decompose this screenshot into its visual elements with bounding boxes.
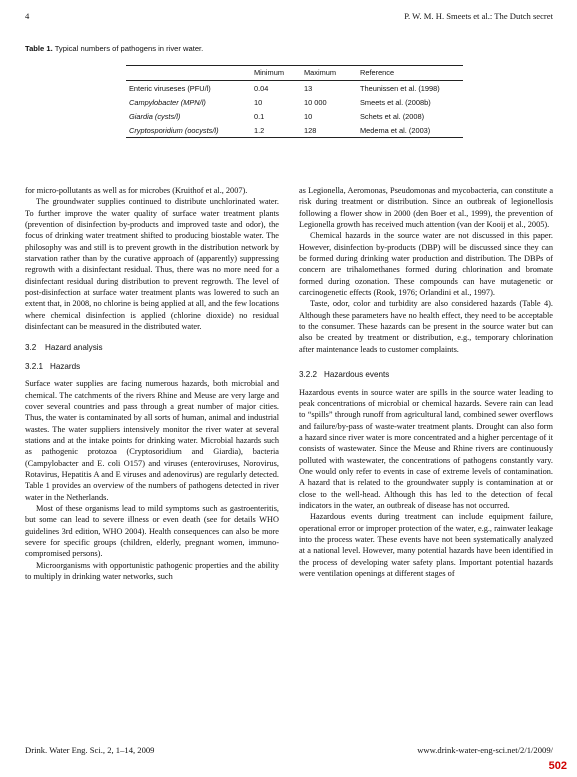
maximum-value: 10 000 bbox=[304, 97, 327, 107]
left-column bbox=[25, 185, 279, 582]
reference: Theunissen et al. (1998) bbox=[360, 83, 440, 93]
section-heading-3-2-1 bbox=[25, 361, 279, 372]
section-title: Hazard analysis bbox=[45, 343, 103, 353]
table-caption bbox=[25, 44, 203, 53]
table-label: Table 1. bbox=[25, 44, 53, 53]
running-title: P. W. M. H. Smeets et al.: The Dutch secret bbox=[404, 11, 553, 21]
section-title: Hazards bbox=[50, 361, 81, 371]
reference: Schets et al. (2008) bbox=[360, 111, 425, 121]
body-paragraph: for micro-pollutants as well as for microbes (Kruithof et al., 2007). bbox=[25, 186, 248, 195]
maximum-value: 10 bbox=[304, 111, 313, 121]
section-heading-3-2 bbox=[25, 342, 279, 353]
body-paragraph: Taste, odor, color and turbidity are also considered hazards (Table 4). Although these parameters have no health effect, they need to be acceptable to the consumer. These hazards can be present in the source water but can also be created by treatment or distribution, e.g., temporary chlorination after maintenance leads to customer complaints. bbox=[299, 299, 553, 354]
table-row bbox=[126, 81, 463, 96]
sheet-number: 502 bbox=[548, 760, 567, 772]
pathogen-name: Campylobacter (MPN/l) bbox=[129, 97, 206, 107]
table-header-empty bbox=[126, 66, 251, 81]
minimum-value: 0.1 bbox=[254, 111, 265, 121]
section-heading-3-2-2 bbox=[299, 369, 553, 380]
pathogen-name: Giardia (cysts/l) bbox=[129, 111, 181, 121]
body-paragraph: Microorganisms with opportunistic pathogenic properties and the ability to multiply in drinking water networks, such bbox=[25, 560, 279, 581]
body-paragraph: Hazardous events in source water are spills in the source water leading to peak concentrations of microbial or chemical hazards. Severe rain can lead to “spills” through runoff from agricultural land, combined sewer overflows and failure/by-pass of waste-water treatment plants. Drought can also form a hazard since river water is more concentrated and a higher percentage of it consists of wastewater. Since the Meuse and Rhine rivers are continuously polluted with wastewater, the concentrations of pathogens constantly vary. One would only refer to events in case of extreme levels of contamination. A hazard that is related to the groundwater supply is contamination at or close to the well-head. Although this has led to the detection of fecal indicators in the water, an outbreak of disease has not occurred. bbox=[299, 387, 553, 510]
table-row bbox=[126, 109, 463, 123]
body-paragraph: as Legionella, Aeromonas, Pseudomonas and mycobacteria, can constitute a risk during treatment or distribution. Since an outbreak of legionellosis following a flower show in 2000 (den Boer et al., 1999), the prevention of Legionella growth has received much attention (van der Kooij et al., 2005). bbox=[299, 186, 553, 230]
body-paragraph: Chemical hazards in the source water are not discussed in this paper. However, disinfection by-products (DBP) will be discussed since they can be formed during drinking water production and distribution. The DBPs of concern are trihalomethanes formed during chlorination and bromate formed during ozonation. These compounds can have mutagenetic or carcinogenetic effects (Rook, 1976; Orlandini et al., 1997). bbox=[299, 231, 553, 298]
body-paragraph: Hazardous events during treatment can include equipment failure, operational error or improper protection of the water, e.g., rainwater leakage into the process water. These events have not been systematically analyzed at a national level. However, many potential hazards have been identified in the process of developing water safety plans. Important potential hazards were ventilation openings at different stages of bbox=[299, 512, 553, 578]
table-row bbox=[126, 123, 463, 138]
minimum-value: 1.2 bbox=[254, 125, 265, 135]
page-number: 4 bbox=[25, 11, 30, 21]
pathogen-name: Cryptosporidium (oocysts/l) bbox=[129, 125, 219, 135]
minimum-value: 10 bbox=[254, 97, 263, 107]
table-caption-text: Typical numbers of pathogens in river water. bbox=[54, 44, 204, 53]
pathogen-name: Enteric viruseses (PFU/l) bbox=[129, 83, 211, 93]
minimum-value: 0.04 bbox=[254, 83, 269, 93]
journal-citation: Drink. Water Eng. Sci., 2, 1–14, 2009 bbox=[25, 745, 155, 755]
journal-url: www.drink-water-eng-sci.net/2/1/2009/ bbox=[417, 745, 553, 755]
body-paragraph: The groundwater supplies continued to distribute unchlorinated water. To further improve the water quality of surface water treatment plants (prevention of disinfection by-products and improved taste and odor), the focus of drinking water treatment shifted to producing biostable water. The philosophy was and still is to prevent growth in the distribution network by starvation rather than by the curative approach of (apparently) suppressing regrowth with a disinfectant residual. Thus, there was no more need for a disinfectant residual during distribution to prevent regrowth. The level of post-disinfection at surface water treatment plants was lowered to such an extent that, in 2008, no chlorine is being applied at all, and the few locations where chemical disinfection is applied (chlorine dioxide) no residual disinfectant can be measured in the distributed water. bbox=[25, 197, 279, 332]
maximum-value: 13 bbox=[304, 83, 313, 93]
section-number: 3.2 bbox=[25, 343, 37, 353]
table-header-reference: Reference bbox=[360, 68, 395, 77]
section-number: 3.2.2 bbox=[299, 370, 318, 380]
reference: Smeets et al. (2008b) bbox=[360, 97, 431, 107]
body-paragraph: Surface water supplies are facing numerous hazards, both microbial and chemical. The catchments of the rivers Rhine and Meuse are very large and cover several countries and pass through a great number of major cities. Thus, the water is contaminated by all sorts of human, animal and industrial wastes. The water suppliers intensively monitor the river water at several stations and at the intake points for drinking water. Microbial hazards such as pathogenic protozoa (Cryptosoridium and Giardia), bacteria (Campylobacter and E. coli O157) and viruses (enteroviruses, Norovirus, Rotavirus, Hepatitis A and E viruses and adenovirus) are regularly detected. Table 1 provides an overview of the numbers of pathogens detected in river water in the Netherlands. bbox=[25, 379, 279, 502]
reference: Medema et al. (2003) bbox=[360, 125, 431, 135]
pathogen-table bbox=[126, 65, 463, 138]
body-paragraph: Most of these organisms lead to mild symptoms such as gastroenteritis, but some can lead to severe illness or even death (see for details WHO guidelines 3rd edition, WHO 2004). Health consequences can also be more severe for specific groups (children, elderly, pregnant women, immuno-compromised persons). bbox=[25, 503, 279, 559]
maximum-value: 128 bbox=[304, 125, 317, 135]
section-title: Hazardous events bbox=[324, 370, 390, 380]
table-header-maximum: Maximum bbox=[304, 68, 337, 77]
right-column bbox=[299, 185, 553, 579]
table-row bbox=[126, 95, 463, 109]
table-header-minimum: Minimum bbox=[254, 68, 284, 77]
section-number: 3.2.1 bbox=[25, 361, 44, 371]
table-header-row bbox=[126, 66, 463, 81]
